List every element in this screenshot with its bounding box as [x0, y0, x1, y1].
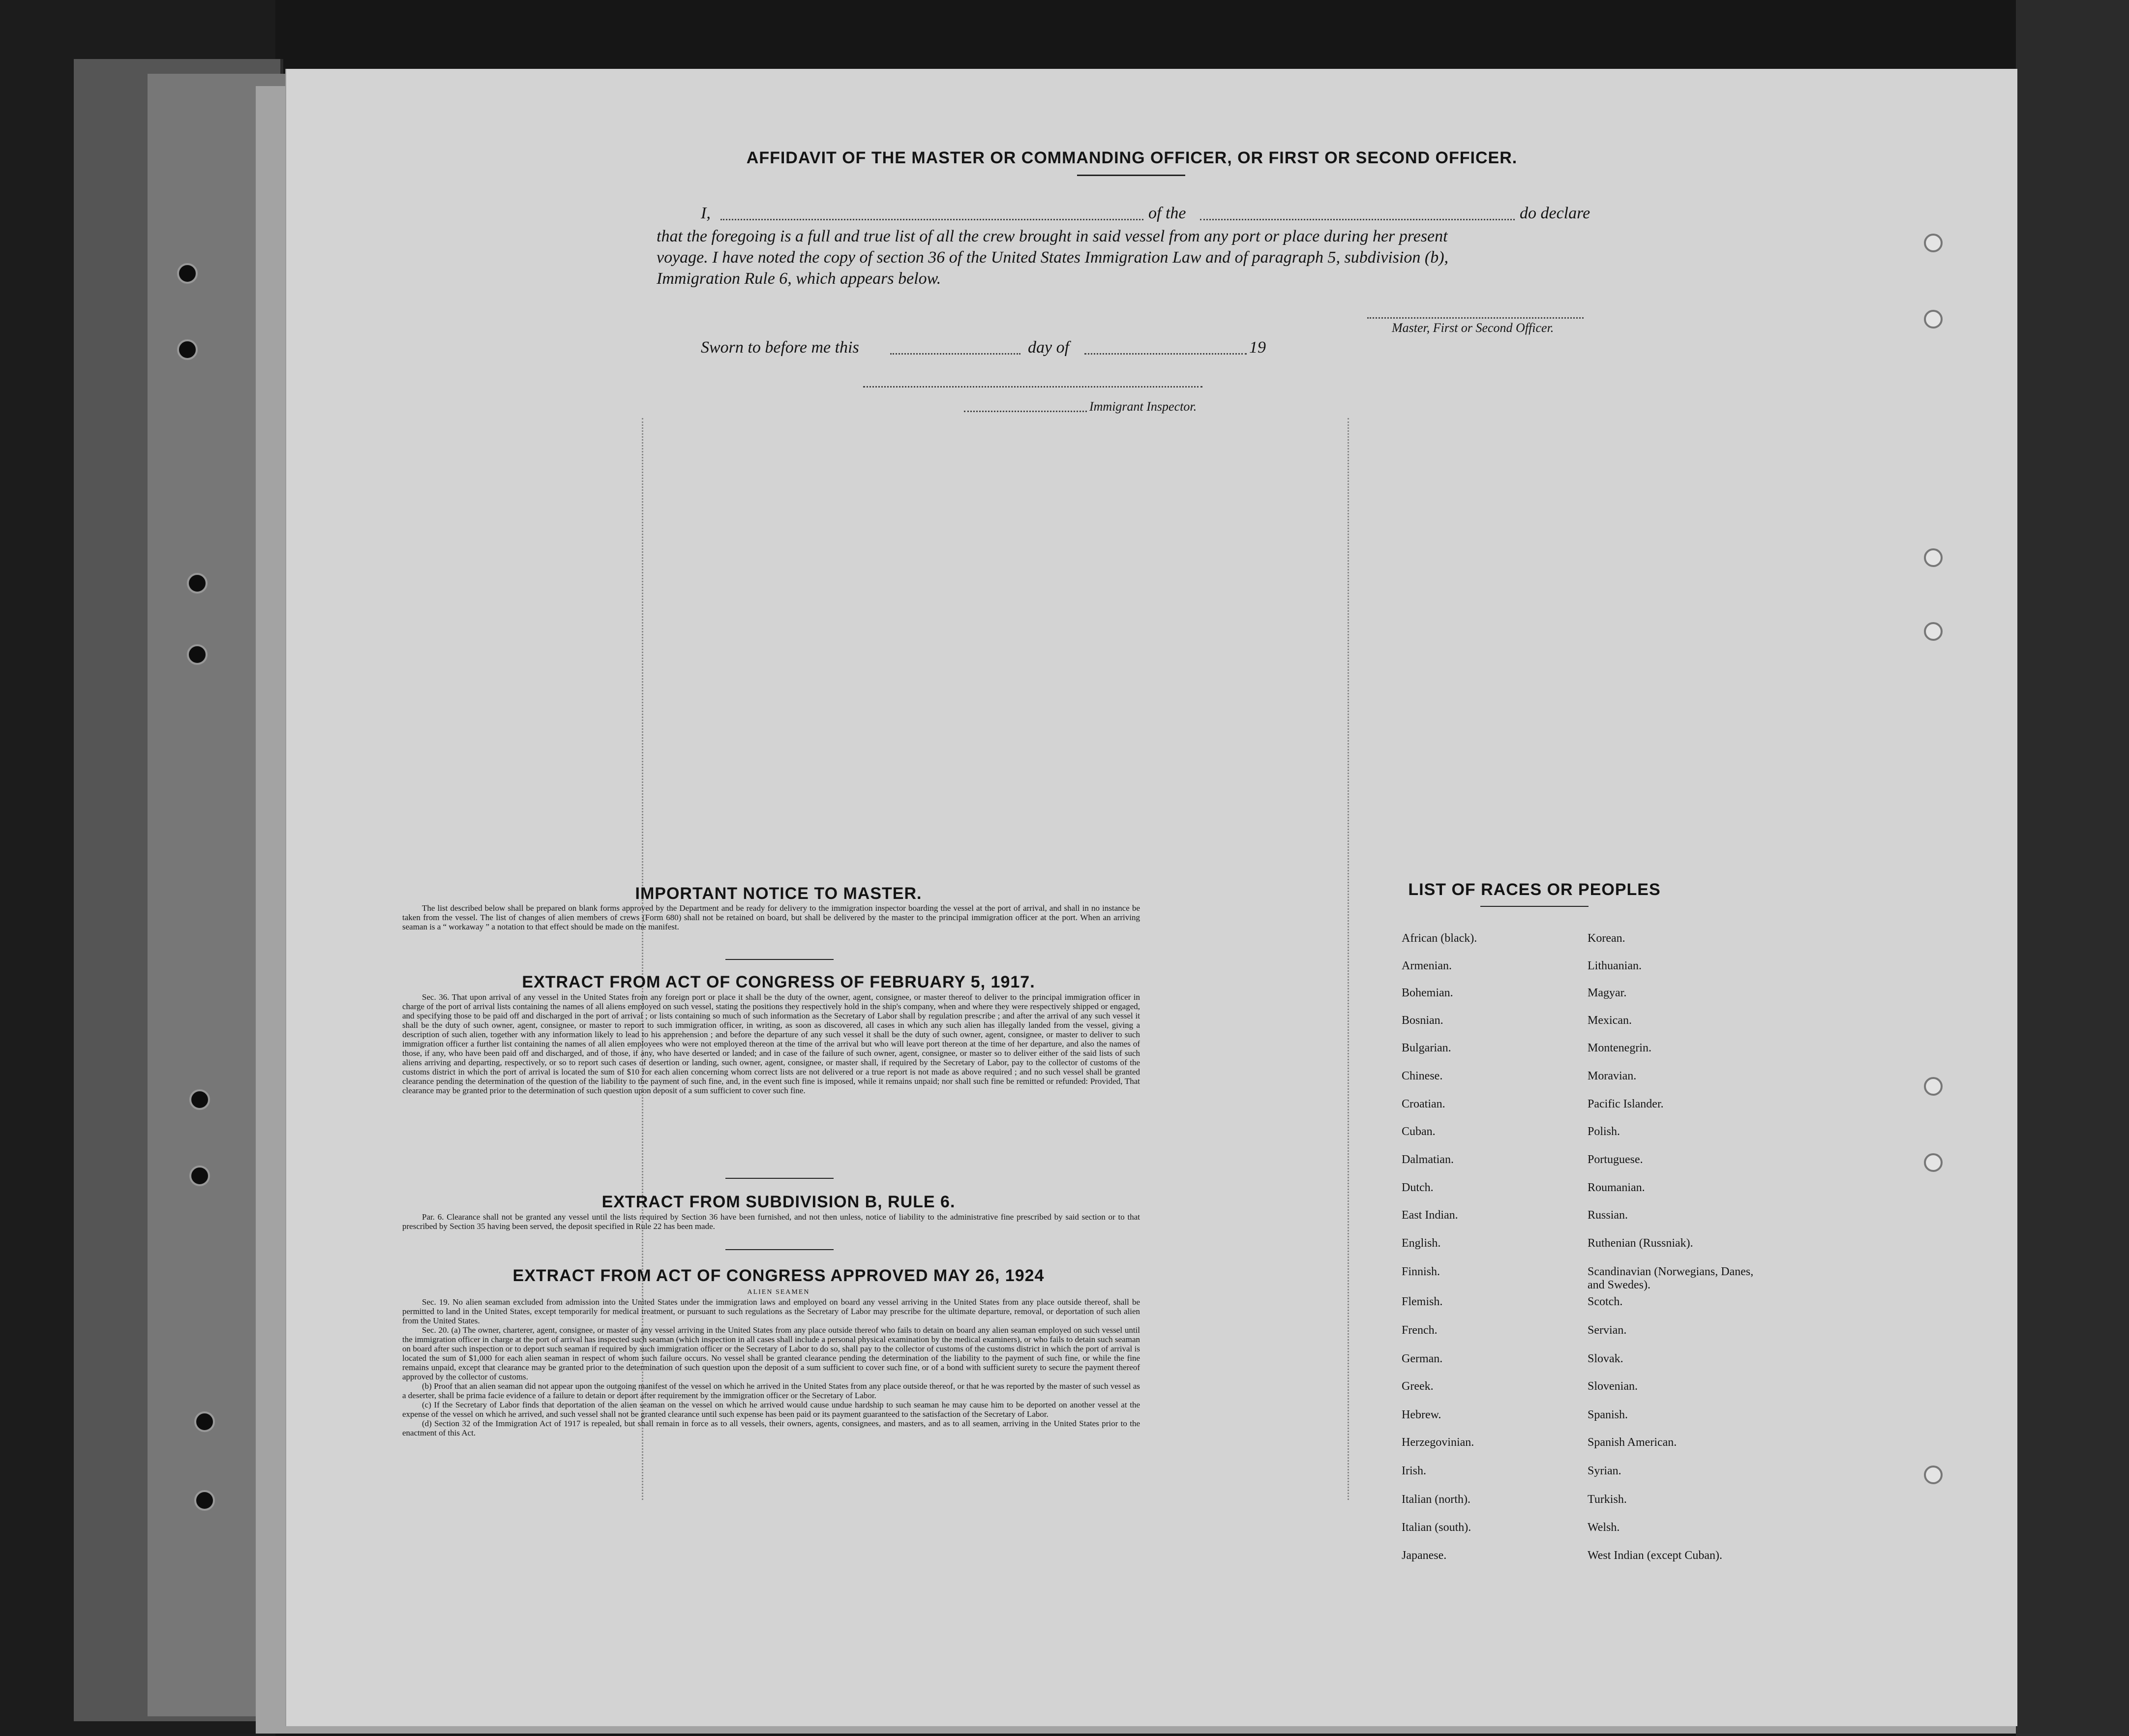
- race-item: Scotch.: [1588, 1295, 1623, 1308]
- race-item: Turkish.: [1588, 1493, 1627, 1506]
- race-item: Flemish.: [1402, 1295, 1443, 1308]
- affidavit-line-3: voyage. I have noted the copy of section 36 of the United States Immigration Law and of paragraph 5, subdivision (b),: [657, 248, 1449, 267]
- race-item: Polish.: [1588, 1125, 1620, 1138]
- race-item: Dutch.: [1402, 1181, 1434, 1194]
- extract-1924-text: Sec. 19. No alien seaman excluded from admission into the United States under the immigration laws and employed on board any vessel arriving in the United States from any place outside thereof, shall be permitted to land in the United States, except temporarily for medical treatment, or pursuant to such regulations as the Secretary of Labor may prescribe for the ultimate departure, removal, or deportation of such alien from the United States. Sec. 20. (a) The owner, charterer, agent, consignee, or master of any vessel arriving in the United States from any place outside thereof who fails to detain on board any alien seaman employed on such vessel until the immigration officer in charge at the port of arrival has inspected such seaman (which inspection in all cases shall include a personal physical examination by the medical examiners), or who fails to detain such seaman on board after such inspection or to deport such seaman if required by such immigration officer or the Secretary of Labor to do so, shall pay to the collector of customs of the customs district in which the port of arrival is located the sum of $1,000 for each alien seaman in respect of whom such failure occurs. No vessel shall be granted clearance pending the determination of the liability to the payment of such fine, or while the fine remains unpaid, except that clearance may be granted prior to the determination of such question upon the deposit of a sum sufficient to cover such fine, or of a bond with sufficient surety to secure the payment thereof approved by the collector of customs. (b) Proof that an alien seaman did not appear upon the outgoing manifest of the vessel on which he arrived in the United States from any place outside thereof, or that he was reported by the master of such vessel as a deserter, shall be prima facie evidence of a failure to detain or deport after requirement by the immigration officer or the Secretary of Labor. (c) If the Secretary of Labor finds that deportation of the alien seaman on the vessel on which he arrived would cause undue hardship to such seaman he may cause him to be deported on another vessel at the expense of the vessel on which he arrived, and such vessel shall not be granted clearance until such expense has been paid or its payment guaranteed to the satisfaction of the Secretary of Labor. (d) Section 32 of the Immigration Act of 1917 is repealed, but shall remain in force as to all vessels, their owners, agents, consignees, and masters, and as to all seamen, arriving in the United States prior to the enactment of this Act.: [402, 1297, 1140, 1437]
- inspector-signature-field[interactable]: [863, 386, 1202, 388]
- binder-ring-hole: [187, 573, 208, 594]
- binder-ring-hole: [177, 339, 198, 360]
- race-item: East Indian.: [1402, 1209, 1458, 1222]
- race-item: Dalmatian.: [1402, 1153, 1454, 1166]
- race-item: Spanish.: [1588, 1408, 1628, 1421]
- race-item: Italian (south).: [1402, 1521, 1471, 1534]
- race-item: Slovak.: [1588, 1352, 1623, 1365]
- sworn-day-field[interactable]: [890, 353, 1020, 355]
- extract-1917-text: Sec. 36. That upon arrival of any vessel in the United States from any foreign port or place it shall be the duty of the owner, agent, consignee, or master thereof to deliver to the principal immigration officer in charge of the port of arrival lists containing the names of all aliens employed on such vessel, stating the positions they respectively hold in the ship's company, when and where they were respectively shipped or engaged, and specifying those to be paid off and discharged in the port of arrival ; or lists containing so much of such information as the Secretary of Labor shall by regulation prescribe ; and after the arrival of any such vessel it shall be the duty of such owner, agent, consignee, or master to report to such immigration officer, in writing, as soon as discovered, all cases in which any such alien has illegally landed from the vessel, giving a description of such alien, together with any information likely to lead to his apprehension ; and before the departure of any such vessel it shall be the duty of such owner, agent, consignee, or master to deliver to such immigration officer a further list containing the names of all alien employees who were not employed thereon at the time of the arrival but who will leave port thereon at the time of her departure, and also the names of those, if any, who have been paid off and discharged, and of those, if any, who have deserted or landed; and in case of the failure of such owner, agent, consignee, or master so to deliver either of the said lists of such aliens arriving and departing, respectively, or so to report such cases of desertion or landing, such owner, agent, consignee, or master shall, if required by the Secretary of Labor, pay to the collector of customs of the customs district in which the port of arrival is located the sum of $10 for each alien concerning whom correct lists are not delivered or a true report is not made as above required ; and no such vessel shall be granted clearance pending the determination of the question of the liability to the payment of such fine, and, in the event such fine is imposed, while it remains unpaid; nor shall such fine be remitted or refunded: Provided, That clearance may be granted prior to the determination of such question upon deposit of a sum sufficient to cover such fine.: [402, 992, 1140, 1095]
- officer-name-field[interactable]: [720, 219, 1143, 220]
- binder-ring-hole: [189, 1089, 210, 1110]
- race-item: Slovenian.: [1588, 1380, 1638, 1393]
- race-item: African (black).: [1402, 932, 1477, 945]
- notice-title: IMPORTANT NOTICE TO MASTER.: [635, 884, 922, 903]
- inspector-label: Immigrant Inspector.: [1089, 399, 1197, 414]
- race-item: Russian.: [1588, 1209, 1628, 1222]
- race-item: Ruthenian (Russniak).: [1588, 1237, 1693, 1250]
- section-rule: [725, 1178, 834, 1179]
- master-signature-field[interactable]: [1367, 317, 1584, 319]
- punch-hole: [1924, 310, 1943, 329]
- races-title: LIST OF RACES OR PEOPLES: [1408, 880, 1661, 899]
- binder-ring-hole: [187, 644, 208, 665]
- race-item: Bosnian.: [1402, 1014, 1443, 1027]
- notice-text: The list described below shall be prepared on blank forms approved by the Department and be ready for delivery to the immigration inspector boarding the vessel at the port of arrival, and shall in no instance be taken from the vessel. The list of changes of alien members of crews (Form 680) shall not be retained on board, but shall be delivered by the master to the principal immigration officer at the port. When an arriving seaman is a “ workaway ” a notation to that effect should be made on the manifest.: [402, 903, 1140, 931]
- extract-1924-title: EXTRACT FROM ACT OF CONGRESS APPROVED MAY 26, 1924: [512, 1266, 1045, 1285]
- race-item: Herzegovinian.: [1402, 1436, 1474, 1449]
- affidavit-line-4: Immigration Rule 6, which appears below.: [657, 269, 941, 288]
- sworn-month-field[interactable]: [1084, 353, 1247, 355]
- binder-ring-hole: [189, 1166, 210, 1186]
- vessel-name-field[interactable]: [1200, 219, 1515, 220]
- faint-column-dots: [1348, 418, 1349, 1500]
- alien-seamen-subhead: ALIEN SEAMEN: [747, 1288, 810, 1296]
- punch-hole: [1924, 1466, 1943, 1484]
- affidavit-declare: do declare: [1520, 204, 1590, 222]
- races-rule: [1480, 906, 1589, 907]
- section-rule: [725, 1249, 834, 1250]
- race-item: Chinese.: [1402, 1070, 1443, 1082]
- race-item: Welsh.: [1588, 1521, 1620, 1534]
- race-item: French.: [1402, 1324, 1438, 1337]
- race-item: Armenian.: [1402, 959, 1452, 972]
- title-rule: [1077, 175, 1185, 176]
- race-item: Croatian.: [1402, 1098, 1445, 1110]
- binder-ring-hole: [194, 1411, 215, 1432]
- punch-hole: [1924, 1077, 1943, 1096]
- binder-ring-hole: [194, 1490, 215, 1511]
- subdivision-b-text: Par. 6. Clearance shall not be granted any vessel until the lists required by Section 36 have been furnished, and not then unless, notice of liability to the administrative fine prescribed by said section or to that prescribed by Section 35 having been served, the deposit specified in Rule 22 has been made.: [402, 1212, 1140, 1231]
- day-of-text: day of: [1028, 338, 1070, 357]
- race-item: Magyar.: [1588, 987, 1627, 999]
- race-item: Cuban.: [1402, 1125, 1436, 1138]
- race-item: English.: [1402, 1237, 1441, 1250]
- race-item: Lithuanian.: [1588, 959, 1642, 972]
- race-item: Japanese.: [1402, 1549, 1447, 1562]
- binder-ring-hole: [177, 263, 198, 284]
- punch-hole: [1924, 622, 1943, 641]
- affidavit-of-the: of the: [1148, 204, 1186, 222]
- punch-hole: [1924, 234, 1943, 252]
- race-item: Irish.: [1402, 1465, 1426, 1477]
- race-item: Finnish.: [1402, 1265, 1440, 1278]
- race-item: Bohemian.: [1402, 987, 1453, 999]
- race-item: Moravian.: [1588, 1070, 1637, 1082]
- race-item: German.: [1402, 1352, 1443, 1365]
- section-rule: [725, 959, 834, 960]
- race-item: West Indian (except Cuban).: [1588, 1549, 1722, 1562]
- race-item: Italian (north).: [1402, 1493, 1470, 1506]
- master-signature-label: Master, First or Second Officer.: [1392, 321, 1554, 335]
- race-item: Mexican.: [1588, 1014, 1632, 1027]
- race-item: Greek.: [1402, 1380, 1434, 1393]
- race-item: Hebrew.: [1402, 1408, 1441, 1421]
- inspector-dotline: [964, 411, 1087, 412]
- race-item: Spanish American.: [1588, 1436, 1677, 1449]
- sworn-text: Sworn to before me this: [701, 338, 859, 357]
- race-item: Montenegrin.: [1588, 1042, 1651, 1054]
- extract-1917-title: EXTRACT FROM ACT OF CONGRESS OF FEBRUARY 5, 1917.: [522, 973, 1035, 991]
- scan-border: [2016, 0, 2129, 1736]
- race-item: Pacific Islander.: [1588, 1098, 1664, 1110]
- affidavit-title: AFFIDAVIT OF THE MASTER OR COMMANDING OFFICER, OR FIRST OR SECOND OFFICER.: [746, 149, 1518, 167]
- race-item: Syrian.: [1588, 1465, 1621, 1477]
- race-item: Servian.: [1588, 1324, 1627, 1337]
- race-item: Scandinavian (Norwegians, Danes, and Swedes).: [1588, 1265, 1754, 1291]
- affidavit-i: I,: [701, 204, 711, 222]
- affidavit-line-2: that the foregoing is a full and true list of all the crew brought in said vessel from any port or place during her present: [657, 227, 1448, 245]
- race-item: Roumanian.: [1588, 1181, 1645, 1194]
- year-prefix: 19: [1249, 338, 1266, 357]
- race-item: Bulgarian.: [1402, 1042, 1451, 1054]
- punch-hole: [1924, 548, 1943, 567]
- race-item: Korean.: [1588, 932, 1625, 945]
- punch-hole: [1924, 1153, 1943, 1172]
- race-item: Portuguese.: [1588, 1153, 1643, 1166]
- subdivision-b-title: EXTRACT FROM SUBDIVISION B, RULE 6.: [601, 1193, 956, 1211]
